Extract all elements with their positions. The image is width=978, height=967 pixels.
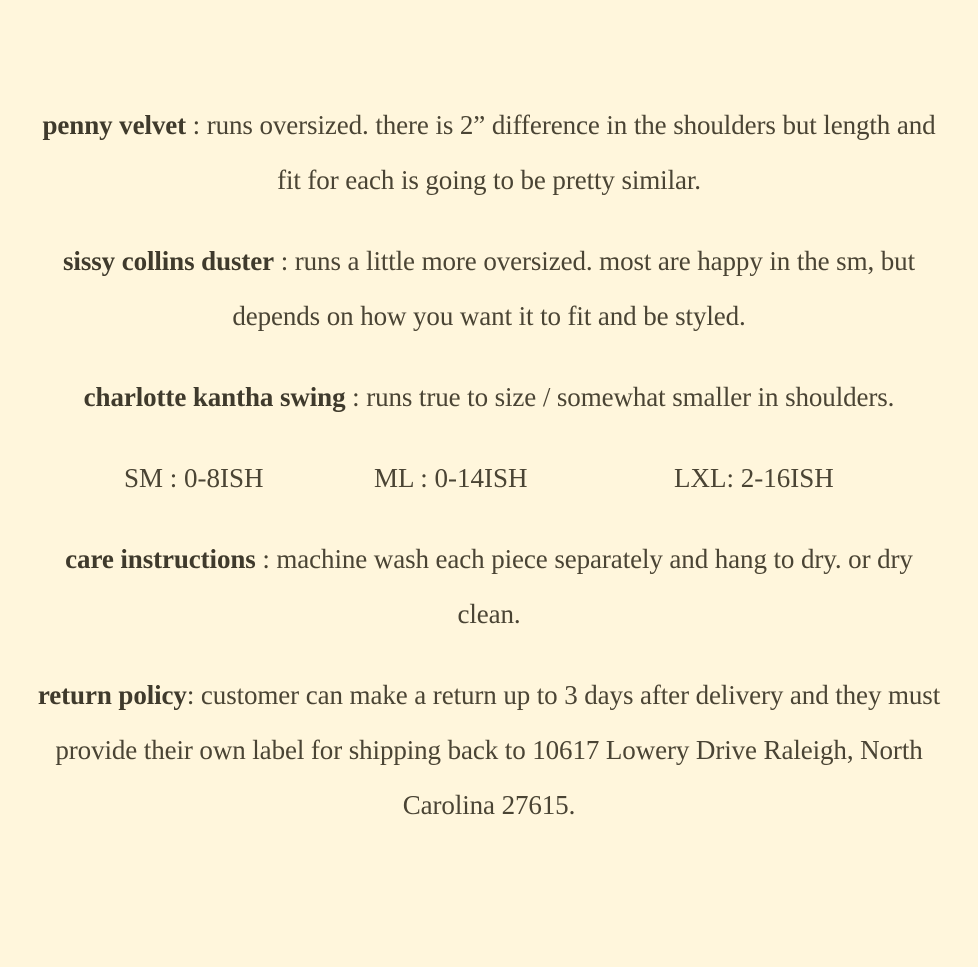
size-ml: ML : 0-14ISH: [374, 463, 528, 493]
care-instructions-title: care instructions: [65, 544, 256, 574]
sissy-collins-duster-title: sissy collins duster: [63, 246, 275, 276]
charlotte-kantha-swing-title: charlotte kantha swing: [83, 382, 346, 412]
care-instructions-paragraph: [32, 532, 946, 642]
return-policy-title: return policy: [37, 680, 187, 710]
separator: :: [274, 246, 295, 276]
return-policy-description: customer can make a return up to 3 days after delivery and they must provide their own label for shipping back to 10617 Lowery Drive Raleigh, North Carolina 27615.: [55, 680, 941, 820]
separator: :: [345, 382, 367, 412]
care-instructions-description: machine wash each piece separately and hang to dry. or dry clean.: [276, 544, 913, 629]
product-details: [0, 98, 978, 859]
separator: :: [186, 110, 207, 140]
sissy-collins-duster-description: runs a little more oversized. most are happy in the sm, but depends on how you want it to fit and be styled.: [232, 246, 915, 331]
penny-velvet-title: penny velvet: [42, 110, 187, 140]
charlotte-kantha-swing-description: runs true to size / somewhat smaller in shoulders.: [366, 382, 895, 412]
return-policy-paragraph: [32, 668, 946, 833]
charlotte-kantha-swing-paragraph: [32, 370, 946, 425]
sissy-collins-duster-paragraph: [32, 234, 946, 344]
size-lxl: LXL: 2-16ISH: [674, 463, 834, 493]
penny-velvet-paragraph: [32, 98, 946, 208]
separator: :: [186, 680, 201, 710]
size-sm: SM : 0-8ISH: [124, 463, 264, 493]
separator: :: [255, 544, 277, 574]
penny-velvet-description: runs oversized. there is 2” difference in the shoulders but length and fit for each is going to be pretty similar.: [206, 110, 936, 195]
size-chart: [32, 451, 946, 506]
